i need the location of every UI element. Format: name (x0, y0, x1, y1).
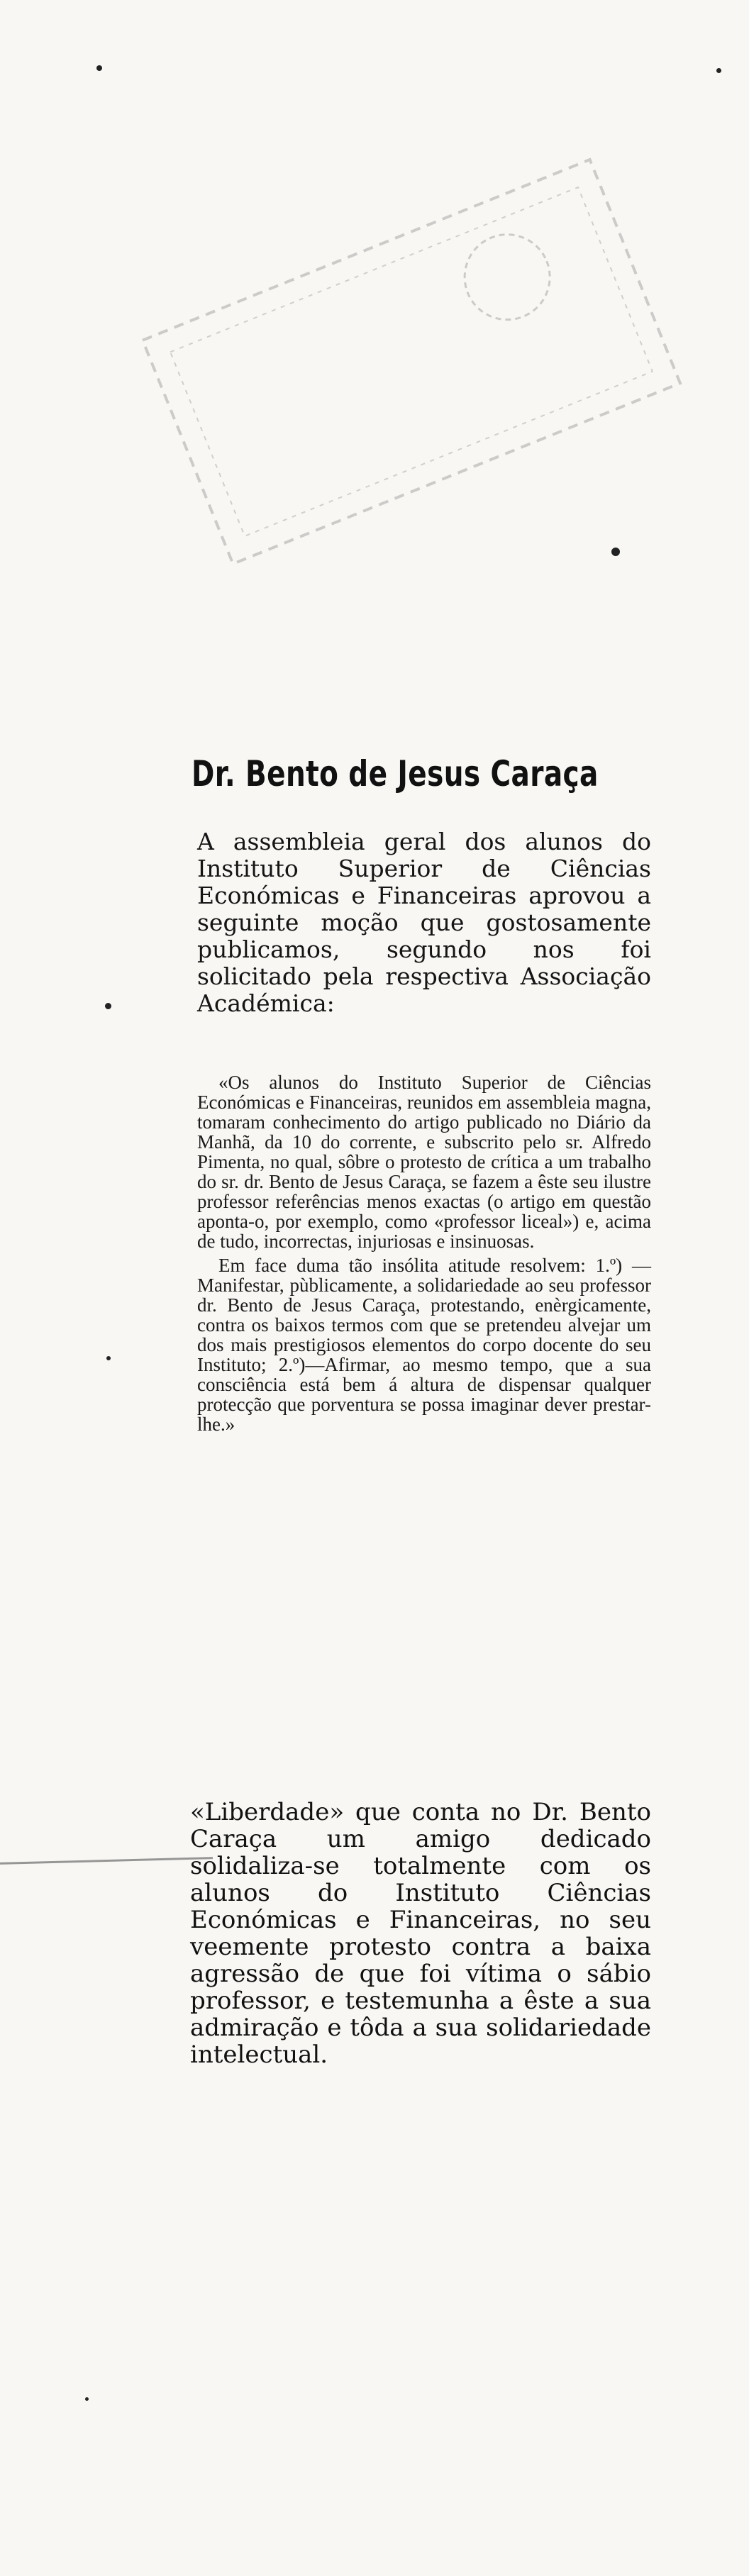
motion-text (197, 1072, 651, 1438)
ink-speck (96, 65, 102, 71)
faded-stamp-mark (133, 150, 689, 573)
ink-speck (105, 1003, 111, 1009)
motion-paragraph-1: «Os alunos do Instituto Superior de Ciências Económicas e Financeiras, reunidos em assembleia magna, tomaram conhecimento do artigo publicado no Diário da Manhã, da 10 do corrente, e subscrito pelo sr. Alfredo Pimenta, no qual, sôbre o protesto de crítica a um trabalho do sr. dr. Bento de Jesus Caraça, se fazem a êste seu ilustre professor referências menos exactas (o artigo em questão aponta-o, por exemplo, como «professor liceal») e, acima de tudo, incorrectas, injuriosas e insinuosas. (197, 1072, 651, 1252)
closing-statement: «Liberdade» que conta no Dr. Bento Caraça um amigo dedicado solidaliza-se totalmente com os alunos do Instituto Ciências Económicas e Financeiras, no seu veemente protesto contra a baixa agressão de que foi vítima o sábio professor, e testemunha a êste a sua admiração e tôda a sua solidariedade intelectual. (190, 1798, 651, 2069)
pen-stroke (0, 1857, 213, 1865)
motion-paragraph-2: Em face duma tão insólita atitude resolvem: 1.º) — Manifestar, pùblicamente, a solidariedade ao seu professor dr. Bento de Jesus Caraça, protestando, enèrgicamente, contra os baixos termos com que se pretendeu alvejar um dos mais prestigiosos elementos do corpo docente do seu Instituto; 2.º)—Afirmar, ao mesmo tempo, que a sua consciência está bem á altura de dispensar qualquer protecção que porventura se possa imaginar dever prestar-lhe.» (197, 1255, 651, 1435)
article-headline: Dr. Bento de Jesus Caraça (192, 753, 599, 794)
ink-speck (611, 548, 620, 556)
ink-speck (85, 2397, 89, 2401)
article-intro: A assembleia geral dos alunos do Instituto Superior de Ciências Económicas e Financeiras aprovou a seguinte moção que gostosamente publicamos, segundo nos foi solicitado pela respectiva Associação Académica: (197, 828, 651, 1017)
ink-speck (716, 68, 721, 73)
ink-speck (106, 1356, 111, 1360)
